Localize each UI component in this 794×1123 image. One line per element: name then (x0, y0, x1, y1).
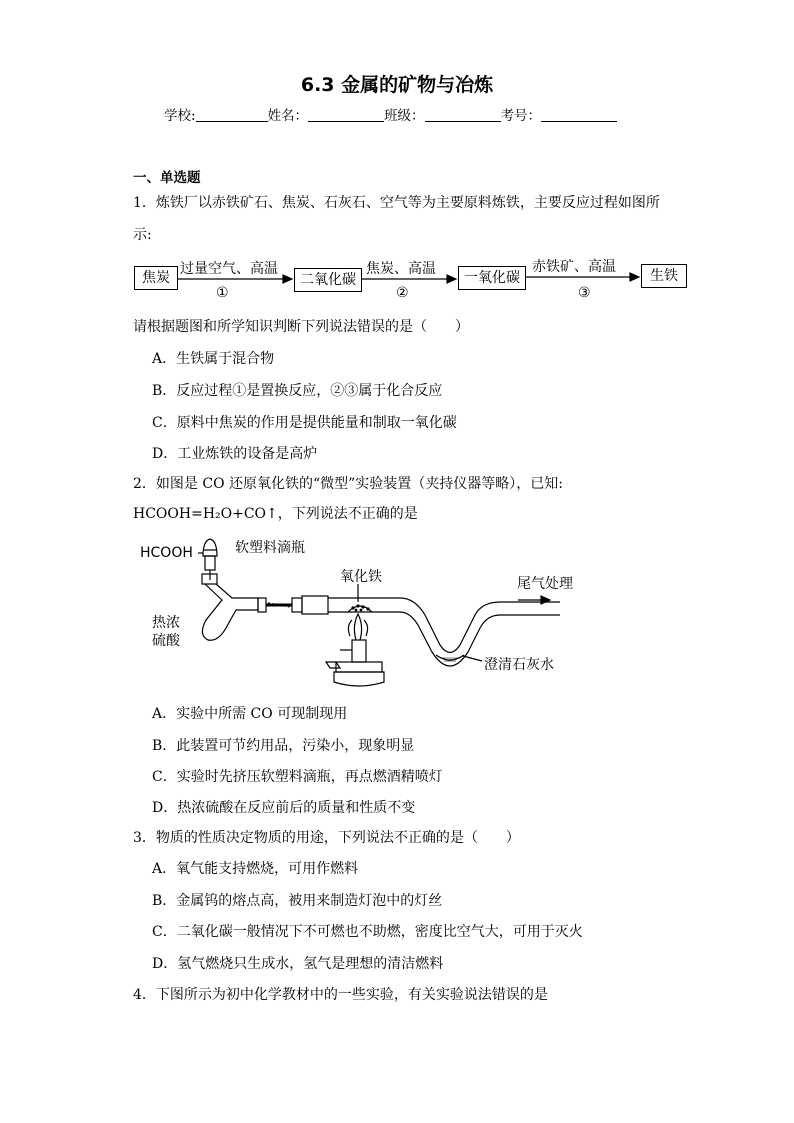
dropper-bulb (203, 539, 217, 556)
main-tube-stopper (302, 596, 328, 614)
label-hcooh: HCOOH (140, 545, 193, 561)
label-acid-line2: 硫酸 (152, 633, 180, 649)
q3-stem: 3．物质的性质决定物质的用途，下列说法不正确的是（ ） (133, 830, 520, 846)
burner-head (336, 662, 382, 672)
label-limewater: 澄清石灰水 (484, 657, 554, 673)
q2-stem-line1: 2．如图是 CO 还原氧化铁的“微型”实验装置（夹持仪器等略），已知: (133, 476, 564, 492)
burner-flame (354, 614, 361, 640)
burner-tube (352, 640, 366, 662)
flow-condition-1: 过量空气、高温 (180, 261, 278, 277)
q1-option-b[interactable]: B．反应过程①是置换反应，②③属于化合反应 (152, 383, 443, 399)
id-label: 考号： (500, 108, 542, 124)
y-tube-plug (258, 598, 266, 612)
label-iron-oxide: 氧化铁 (340, 569, 382, 585)
section-title: 一、单选题 (133, 170, 201, 186)
q3-option-a[interactable]: A．氧气能支持燃烧，可用作燃料 (152, 861, 359, 877)
label-acid-line1: 热浓 (152, 615, 180, 631)
flow-condition-2: 焦炭、高温 (366, 261, 436, 277)
flow-box-coke: 焦炭 (134, 266, 178, 290)
exhaust-arrowhead (541, 596, 550, 604)
flow-box-pig-iron: 生铁 (641, 264, 687, 288)
q1-question: 请根据题图和所学知识判断下列说法错误的是（ ） (133, 319, 469, 335)
class-label: 班级： (384, 108, 425, 124)
q2-option-b[interactable]: B．此装置可节约用品，污染小，现象明显 (152, 738, 415, 754)
q1-option-d[interactable]: D．工业炼铁的设备是高炉 (152, 446, 318, 462)
burner-base (334, 672, 384, 686)
flow-box-co2: 二氧化碳 (294, 268, 362, 292)
page-title: 6.3 金属的矿物与冶炼 (300, 74, 494, 96)
q1-option-a[interactable]: A．生铁属于混合物 (152, 351, 275, 367)
flow-step-2: ② (396, 285, 409, 301)
flow-box-co: 一氧化碳 (458, 266, 526, 290)
q3-option-c[interactable]: C．二氧化碳一般情况下不可燃也不助燃，密度比空气大，可用于灭火 (152, 924, 583, 940)
burner-knob (326, 662, 340, 668)
q2-stem-line2: HCOOH=H₂O+CO↑，下列说法不正确的是 (133, 506, 418, 522)
limewater-pointer (463, 656, 482, 661)
school-label: 学校: (164, 108, 196, 124)
q2-option-d[interactable]: D．热浓硫酸在反应前后的质量和性质不变 (152, 800, 416, 816)
q1-stem-line1: 1．炼铁厂以赤铁矿石、焦炭、石灰石、空气等为主要原料炼铁，主要反应过程如图所 (133, 195, 660, 211)
label-dropper: 软塑料滴瓶 (235, 540, 305, 556)
q2-option-a[interactable]: A．实验中所需 CO 可现制现用 (152, 706, 348, 722)
q3-option-b[interactable]: B．金属钨的熔点高，被用来制造灯泡中的灯丝 (152, 893, 443, 909)
q1-option-c[interactable]: C．原料中焦炭的作用是提供能量和制取一氧化碳 (152, 415, 457, 431)
q1-stem-line2: 示: (133, 227, 152, 243)
label-exhaust: 尾气处理 (517, 576, 573, 592)
y-tube (202, 584, 258, 640)
q4-stem: 4．下图所示为初中化学教材中的一些实验，有关实验说法错误的是 (133, 987, 548, 1003)
flow-step-1: ① (216, 285, 229, 301)
dropper-cap (205, 556, 215, 570)
main-tube-plug (292, 598, 302, 612)
q2-option-c[interactable]: C．实验时先挤压软塑料滴瓶，再点燃酒精喷灯 (152, 769, 443, 785)
flow-step-3: ③ (578, 285, 591, 301)
flow-condition-3: 赤铁矿、高温 (532, 259, 616, 275)
name-label: 姓名： (267, 108, 309, 124)
limewater-surface (436, 655, 464, 660)
q3-option-d[interactable]: D．氢气燃烧只生成水，氢气是理想的清洁燃料 (152, 956, 444, 972)
